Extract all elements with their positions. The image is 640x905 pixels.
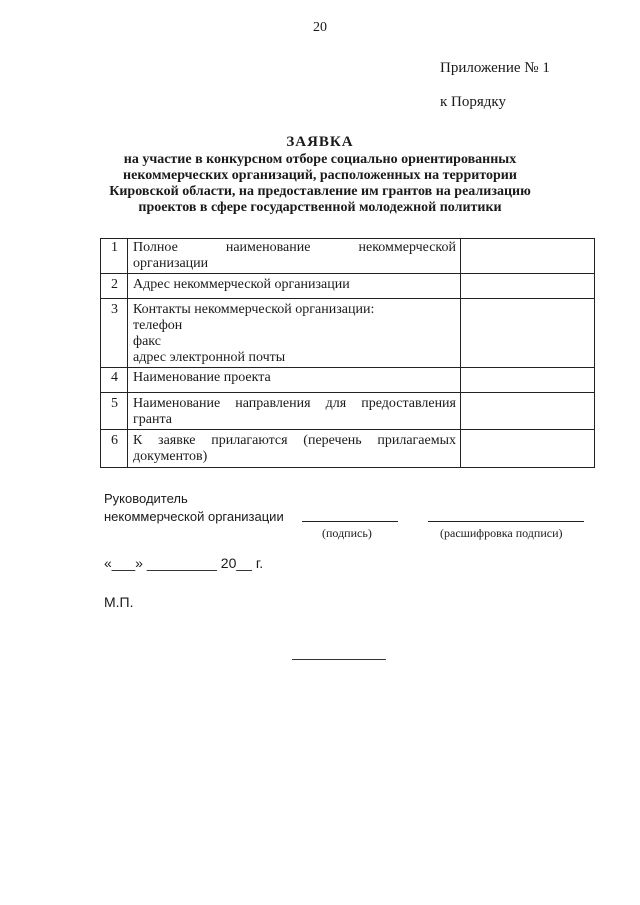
end-rule [292, 659, 386, 660]
table-row [101, 393, 595, 430]
label-line: Полное наименование некоммерческой [133, 240, 456, 255]
title-line: на участие в конкурсном отборе социально ориентированных [123, 152, 517, 167]
page-number: 20 [313, 20, 327, 35]
signature-title: Руководитель [104, 491, 188, 506]
table-row [101, 274, 595, 299]
label-line: К заявке прилагаются (перечень прилагаемых [133, 433, 456, 448]
row-number: 1 [101, 239, 128, 274]
row-label [128, 430, 461, 468]
row-label [128, 393, 461, 430]
title-line: проектов в сфере государственной молодежной политики [138, 200, 502, 215]
label-line: телефон [133, 318, 183, 333]
label-line: организации [133, 256, 209, 271]
row-label [128, 299, 461, 368]
label-line: адрес электронной почты [133, 350, 286, 365]
row-number: 5 [101, 393, 128, 430]
label-line: Контакты некоммерческой организации: [133, 302, 375, 317]
title-line: некоммерческих организаций, расположенных на территории [123, 168, 517, 183]
row-number: 6 [101, 430, 128, 468]
row-label [128, 239, 461, 274]
appendix-number: Приложение № 1 [440, 60, 550, 76]
row-number: 3 [101, 299, 128, 368]
label-line: документов) [133, 449, 208, 464]
signature-caption: (подпись) [322, 526, 372, 540]
label-line: Наименование проекта [133, 370, 271, 385]
application-table [100, 238, 595, 468]
signature-decoding-caption: (расшифровка подписи) [440, 526, 563, 540]
table-row [101, 239, 595, 274]
title-line: Кировской области, на предоставление им грантов на реализацию [109, 184, 531, 199]
row-value-field[interactable] [461, 368, 595, 393]
row-label [128, 368, 461, 393]
table-row [101, 368, 595, 393]
row-number: 2 [101, 274, 128, 299]
label-line: Наименование направления для предоставления [133, 396, 456, 411]
row-number: 4 [101, 368, 128, 393]
signature-block [104, 490, 284, 526]
row-value-field[interactable] [461, 430, 595, 468]
row-value-field[interactable] [461, 393, 595, 430]
row-value-field[interactable] [461, 239, 595, 274]
title-block [90, 133, 550, 216]
stamp-placeholder: М.П. [104, 594, 134, 610]
label-line: гранта [133, 412, 172, 427]
table-row [101, 430, 595, 468]
label-line: Адрес некоммерческой организации [133, 277, 350, 292]
signature-organization: некоммерческой организации [104, 509, 284, 524]
label-line: факс [133, 334, 161, 349]
row-value-field[interactable] [461, 274, 595, 299]
appendix-reference: к Порядку [440, 94, 506, 110]
table-row [101, 299, 595, 368]
date-line[interactable]: «___» _________ 20__ г. [104, 555, 264, 571]
document-title: ЗАЯВКА [286, 134, 354, 150]
row-value-field[interactable] [461, 299, 595, 368]
row-label [128, 274, 461, 299]
signature-line[interactable] [302, 521, 398, 522]
signature-decoding-line[interactable] [428, 521, 584, 522]
